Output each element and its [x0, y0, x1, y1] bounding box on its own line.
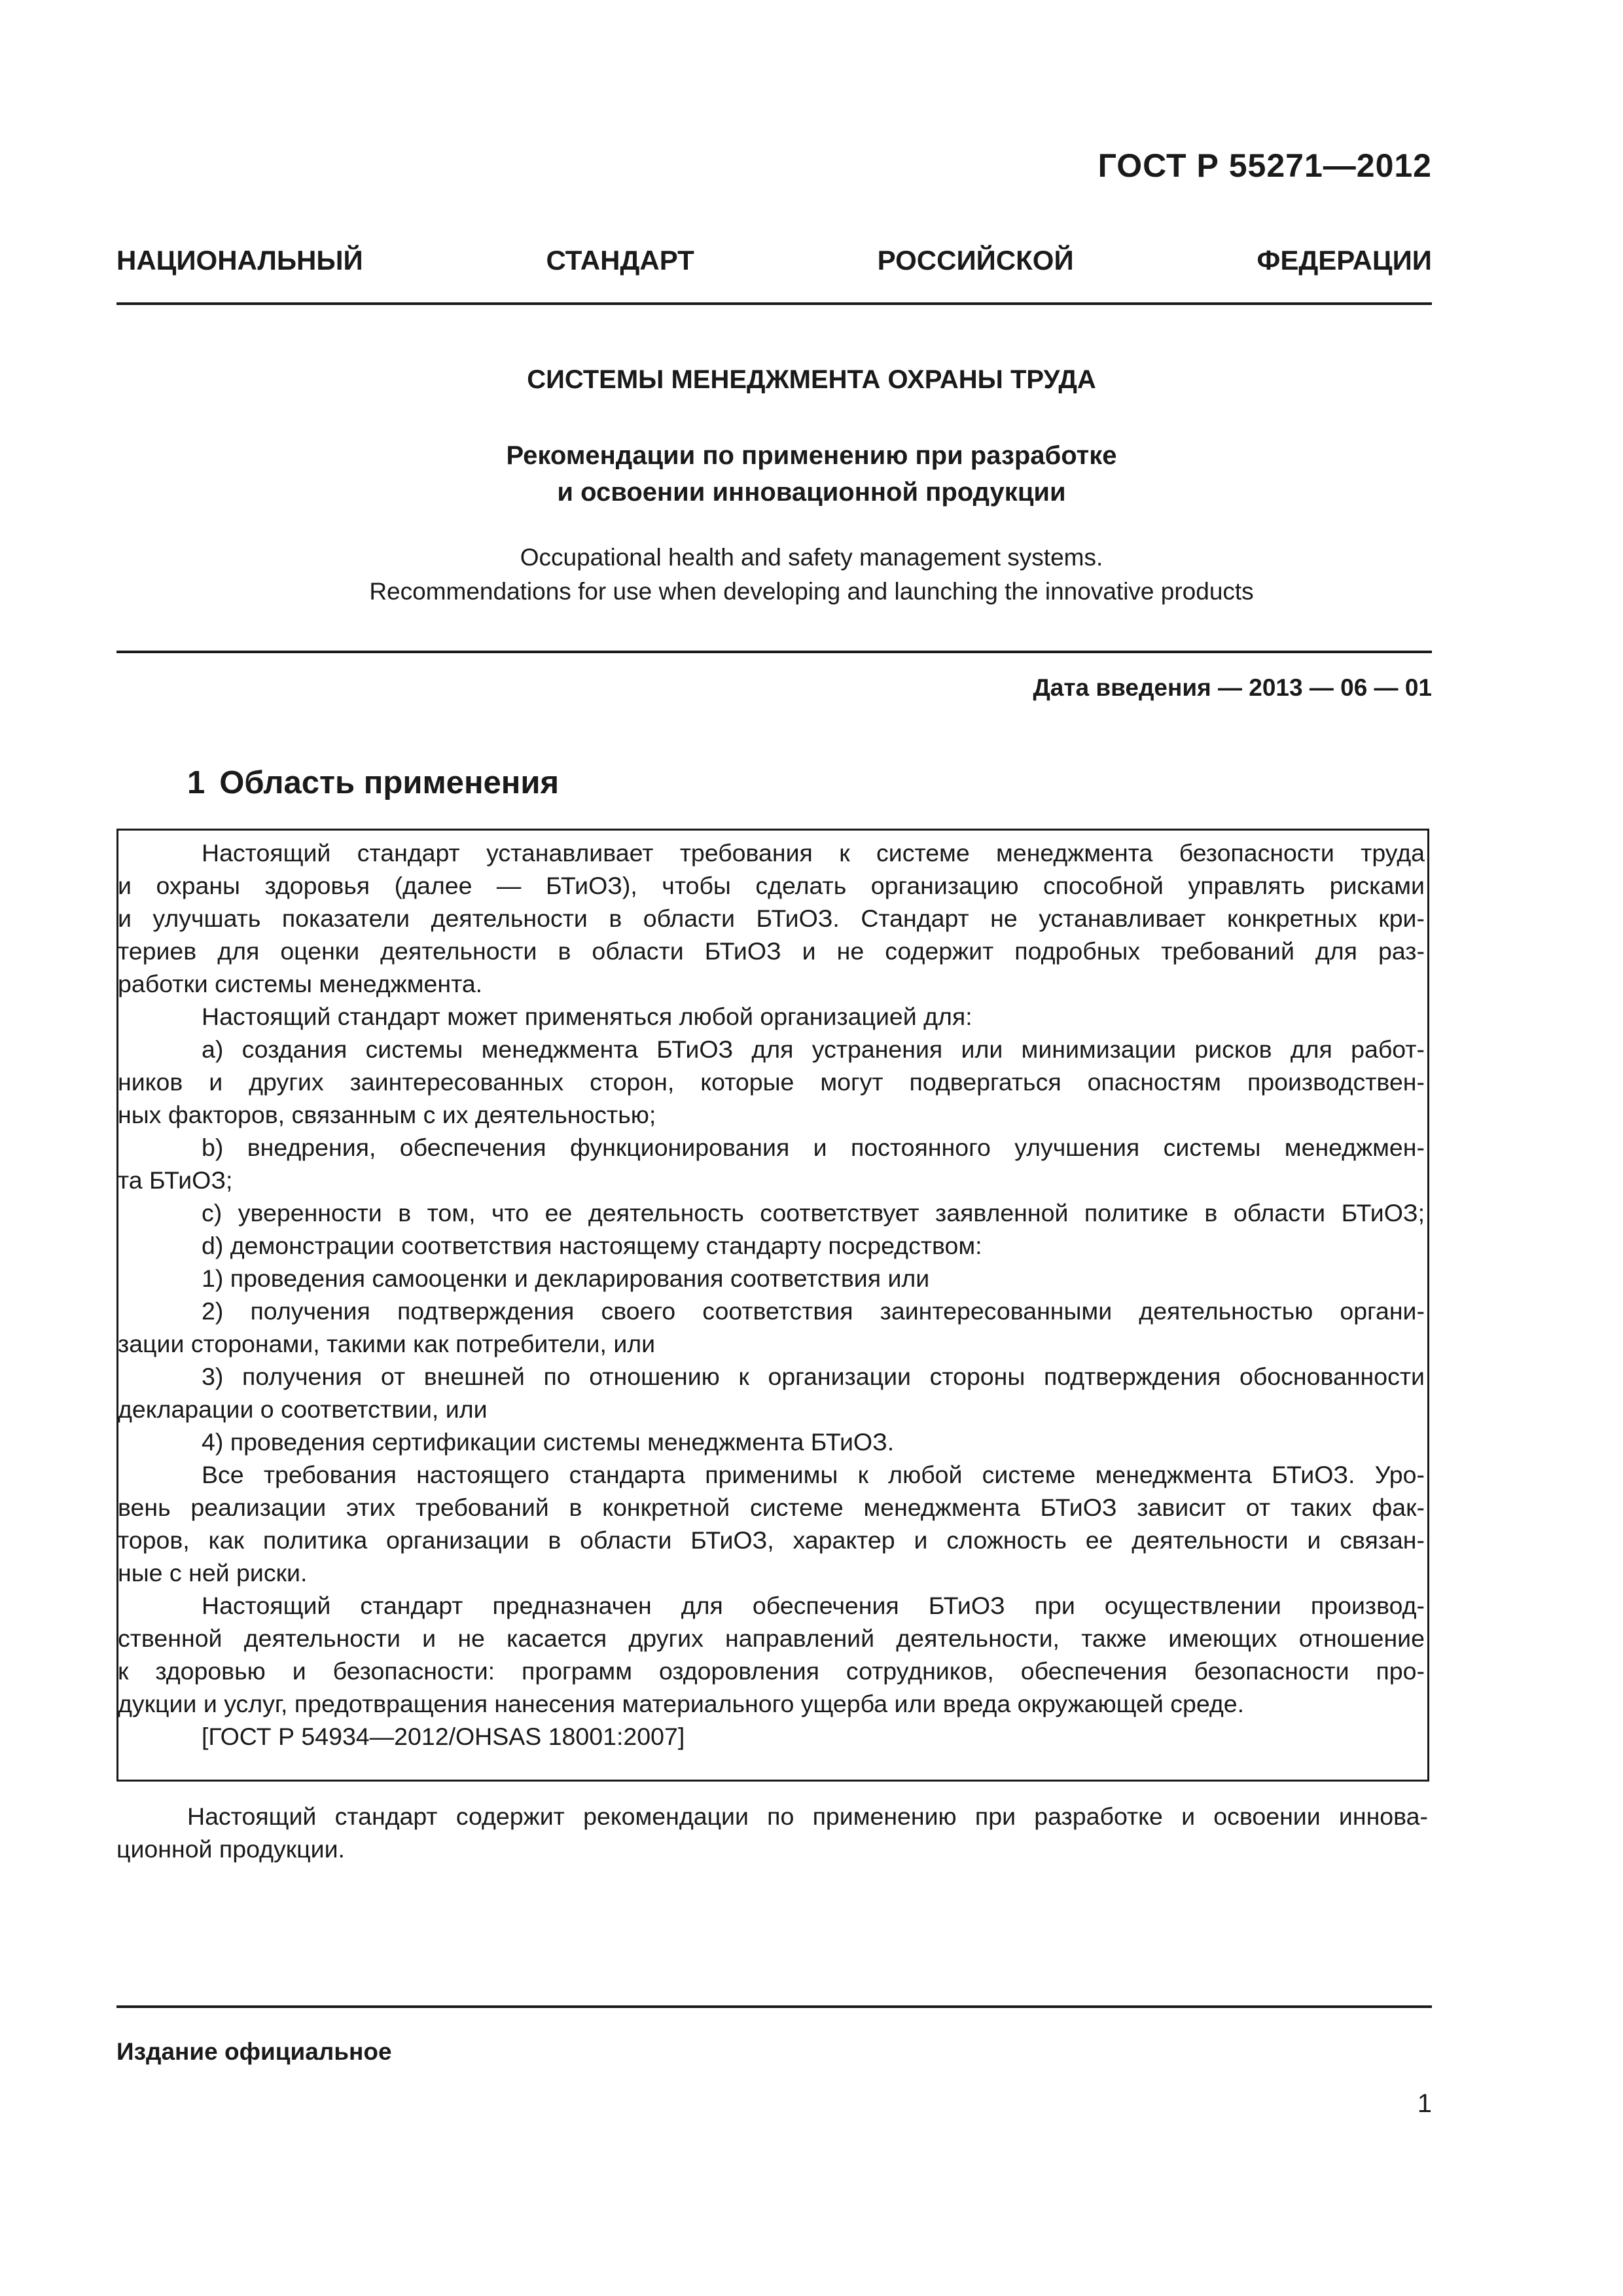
footer-divider — [116, 2005, 1432, 2008]
banner-word: РОССИЙСКОЙ — [877, 245, 1074, 276]
box-line: и охраны здоровья (далее — БТиОЗ), чтобы сделать организацию способной управлять рисками — [118, 872, 1425, 899]
box-line: ственной деятельности и не касается других направлений деятельности, также имеющих отношение — [118, 1624, 1425, 1652]
box-line: ников и других заинтересованных сторон, которые могут подвергаться опасностям производствен- — [118, 1068, 1425, 1096]
box-line: работки системы менеджмента. — [118, 970, 483, 997]
box-line: ные с ней риски. — [118, 1559, 308, 1587]
box-line: 2) получения подтверждения своего соответствия заинтересованными деятельностью органи- — [202, 1297, 1425, 1325]
box-line: [ГОСТ Р 54934—2012/OHSAS 18001:2007] — [202, 1723, 685, 1750]
english-title — [0, 541, 1623, 609]
title-divider — [116, 651, 1432, 653]
box-line: декларации о соответствии, или — [118, 1395, 488, 1423]
banner-word: НАЦИОНАЛЬНЫЙ — [116, 245, 363, 276]
box-line: та БТиОЗ; — [118, 1166, 233, 1194]
subtitle-line: и освоении инновационной продукции — [557, 478, 1066, 507]
box-line: Настоящий стандарт может применяться любой организацией для: — [202, 1003, 972, 1030]
box-line: и улучшать показатели деятельности в области БТиОЗ. Стандарт не устанавливает конкретных кри- — [118, 905, 1425, 932]
document-title: СИСТЕМЫ МЕНЕДЖМЕНТА ОХРАНЫ ТРУДА — [527, 365, 1096, 394]
edition-note: Издание официальное — [116, 2038, 392, 2065]
banner-word: СТАНДАРТ — [546, 245, 694, 276]
box-line: Настоящий стандарт устанавливает требования к системе менеджмента безопасности труда — [202, 839, 1425, 867]
date-introduced: Дата введения — 2013 — 06 — 01 — [1033, 674, 1432, 701]
section-number: 1 — [187, 765, 205, 800]
box-line: вень реализации этих требований в конкретной системе менеджмента БТиОЗ зависит от таких фак- — [118, 1494, 1425, 1521]
english-title-line: Occupational health and safety management systems. — [520, 544, 1103, 571]
body-line: Настоящий стандарт содержит рекомендации по применению при разработке и освоении иннова- — [187, 1803, 1428, 1830]
national-standard-banner — [116, 245, 1432, 276]
header-divider — [116, 302, 1432, 305]
box-line: а) создания системы менеджмента БТиОЗ для устранения или минимизации рисков для работ- — [202, 1035, 1425, 1063]
box-line: ных факторов, связанным с их деятельностью; — [118, 1101, 656, 1128]
body-line: ционной продукции. — [116, 1835, 345, 1863]
box-line: 1) проведения самооценки и декларирования соответствия или — [202, 1265, 930, 1292]
box-line: зации сторонами, такими как потребители, или — [118, 1330, 656, 1357]
box-line: дукции и услуг, предотвращения нанесения материального ущерба или вреда окружающей среде. — [118, 1690, 1245, 1717]
box-line: c) уверенности в том, что ее деятельность соответствует заявленной политике в области БТиОЗ; — [202, 1199, 1425, 1227]
box-line: 3) получения от внешней по отношению к организации стороны подтверждения обоснованности — [202, 1363, 1425, 1390]
box-line: к здоровью и безопасности: программ оздоровления сотрудников, обеспечения безопасности про- — [118, 1657, 1425, 1685]
document-subtitle — [0, 437, 1623, 511]
subtitle-line: Рекомендации по применению при разработке — [506, 441, 1117, 470]
section-heading — [187, 764, 559, 801]
banner-word: ФЕДЕРАЦИИ — [1257, 245, 1432, 276]
english-title-line: Recommendations for use when developing and launching the innovative products — [369, 578, 1254, 605]
page-number: 1 — [1417, 2089, 1432, 2118]
box-line: Настоящий стандарт предназначен для обеспечения БТиОЗ при осуществлении производ- — [202, 1592, 1425, 1619]
box-line: териев для оценки деятельности в области БТиОЗ и не содержит подробных требований для раз- — [118, 937, 1425, 965]
box-line: d) демонстрации соответствия настоящему стандарту посредством: — [202, 1232, 982, 1259]
box-line: b) внедрения, обеспечения функционирования и постоянного улучшения системы менеджмен- — [202, 1134, 1425, 1161]
box-line: 4) проведения сертификации системы менеджмента БТиОЗ. — [202, 1428, 895, 1456]
document-id: ГОСТ Р 55271—2012 — [1097, 147, 1432, 184]
section-title: Область применения — [219, 765, 560, 800]
box-line: Все требования настоящего стандарта применимы к любой системе менеджмента БТиОЗ. Уро- — [202, 1461, 1425, 1488]
box-line: торов, как политика организации в области БТиОЗ, характер и сложность ее деятельности и связан- — [118, 1526, 1425, 1554]
